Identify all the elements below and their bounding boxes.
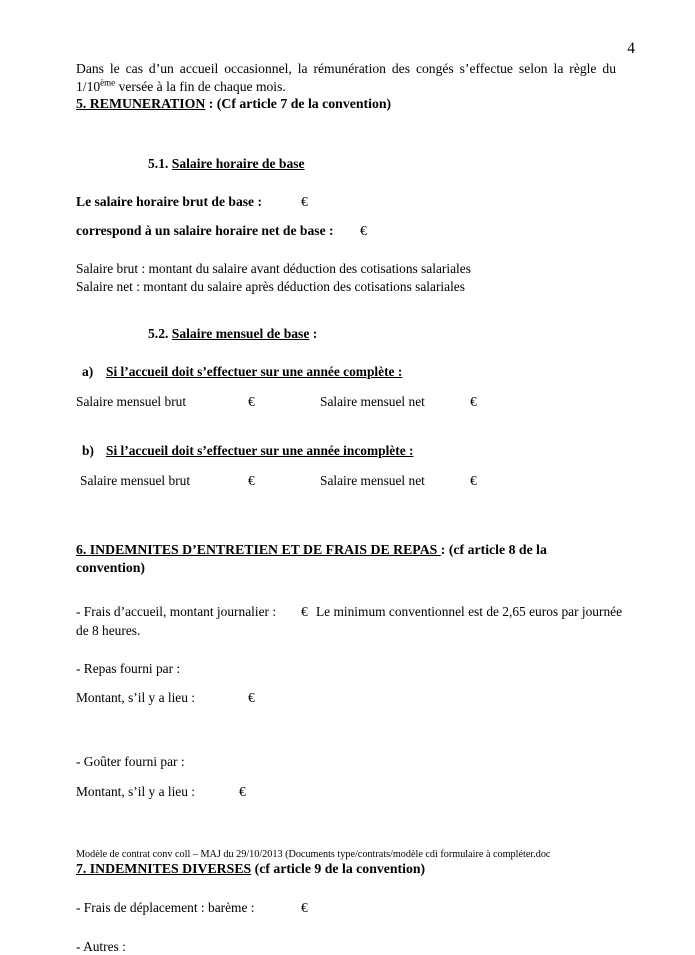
subsection-5-1-title: Salaire horaire de base [172,156,305,171]
page-number: 4 [0,40,635,57]
spacer [76,577,616,602]
repas-montant-label: Montant, s’il y a lieu : [76,688,195,708]
salaire-horaire-net-euro: € [360,222,367,240]
autres-label: - Autres : [76,938,616,955]
gouter-montant-label: Montant, s’il y a lieu : [76,782,195,802]
spacer [76,113,616,155]
spacer [76,677,616,688]
spacer [76,343,616,363]
section-7-heading-rest: (cf article 9 de la convention) [251,861,425,876]
spacer [76,640,616,660]
frais-accueil-line [76,602,616,622]
gouter-montant-euro: € [239,782,246,802]
salaire-horaire-net-line [76,222,616,240]
salaire-mensuel-net-label-b: Salaire mensuel net [320,471,425,491]
salaire-mensuel-net-euro-b: € [470,471,477,491]
salaire-horaire-brut-line [76,193,616,211]
frais-deplacement-euro: € [301,898,308,918]
frais-accueil-note-line1: Le minimum conventionnel est de 2,65 euros par journée [316,602,622,622]
spacer [76,240,616,260]
spacer [76,295,616,325]
frais-deplacement-label: - Frais de déplacement : barème : [76,898,254,918]
gouter-montant-line [76,782,616,802]
document-body [76,60,616,955]
intro-text-after: versée à la fin de chaque mois. [115,79,286,94]
frais-accueil-label: - Frais d’accueil, montant journalier : [76,602,276,622]
section-6-heading [76,541,616,577]
spacer [76,771,616,782]
section-5-heading-underlined: 5. REMUNERATION [76,96,205,111]
spacer [76,460,616,471]
repas-montant-euro: € [248,688,255,708]
subsection-5-2-heading [148,325,616,343]
salary-row-annee-incomplete [76,471,616,491]
salaire-mensuel-brut-label-a: Salaire mensuel brut [76,392,186,412]
spacer [76,211,616,222]
section-6-heading-rest: : (cf article 8 de la convention) [76,542,547,575]
intro-text-before: Dans le cas d’un accueil occasionnel, la rémunération des congés s’effectue selon la règle du 1/10 [76,61,616,94]
salaire-mensuel-brut-euro-a: € [248,392,255,412]
frais-accueil-note-line2: de 8 heures. [76,622,616,640]
salaire-mensuel-net-label-a: Salaire mensuel net [320,392,425,412]
list-item-b [76,442,616,460]
section-5-heading [76,95,616,113]
repas-fourni-label: - Repas fourni par : [76,660,616,678]
list-item-a-marker: a) [82,363,93,381]
spacer [76,381,616,392]
list-item-a-text: Si l’accueil doit s’effectuer sur une année complète : [106,364,402,379]
list-item-b-text: Si l’accueil doit s’effectuer sur une année incomplète : [106,443,413,458]
spacer [76,878,616,898]
spacer [76,491,616,541]
list-item-b-marker: b) [82,442,94,460]
salaire-horaire-brut-label: Le salaire horaire brut de base : [76,194,262,209]
frais-accueil-euro: € [301,602,308,622]
gouter-fourni-label: - Goûter fourni par : [76,753,616,771]
section-5-heading-rest: : (Cf article 7 de la convention) [205,96,391,111]
salaire-net-note: Salaire net : montant du salaire après déduction des cotisations salariales [76,278,616,296]
subsection-5-2-title: Salaire mensuel de base [172,326,310,341]
list-item-a [76,363,616,381]
salary-row-annee-complete [76,392,616,412]
document-footer: Modèle de contrat conv coll – MAJ du 29/10/2013 (Documents type/contrats/modèle cdi formulaire à compléter.doc [76,848,636,861]
section-7-heading [76,860,616,878]
intro-paragraph [76,60,616,95]
spacer [76,708,616,753]
salaire-brut-note: Salaire brut : montant du salaire avant déduction des cotisations salariales [76,260,616,278]
section-6-heading-underlined: 6. INDEMNITES D’ENTRETIEN ET DE FRAIS DE REPAS [76,542,441,557]
salaire-mensuel-brut-euro-b: € [248,471,255,491]
spacer [76,412,616,442]
subsection-5-1-number: 5.1. [148,156,172,171]
salaire-horaire-brut-euro: € [301,193,308,211]
subsection-5-2-number: 5.2. [148,326,172,341]
salaire-horaire-net-label: correspond à un salaire horaire net de base : [76,223,334,238]
spacer [76,173,616,193]
subsection-5-2-title-suffix: : [309,326,317,341]
repas-montant-line [76,688,616,708]
spacer [76,918,616,938]
subsection-5-1-heading [148,155,616,173]
salaire-mensuel-brut-label-b: Salaire mensuel brut [80,471,190,491]
salaire-mensuel-net-euro-a: € [470,392,477,412]
frais-deplacement-line [76,898,616,918]
intro-superscript: ème [100,77,115,87]
section-7-heading-underlined: 7. INDEMNITES DIVERSES [76,861,251,876]
